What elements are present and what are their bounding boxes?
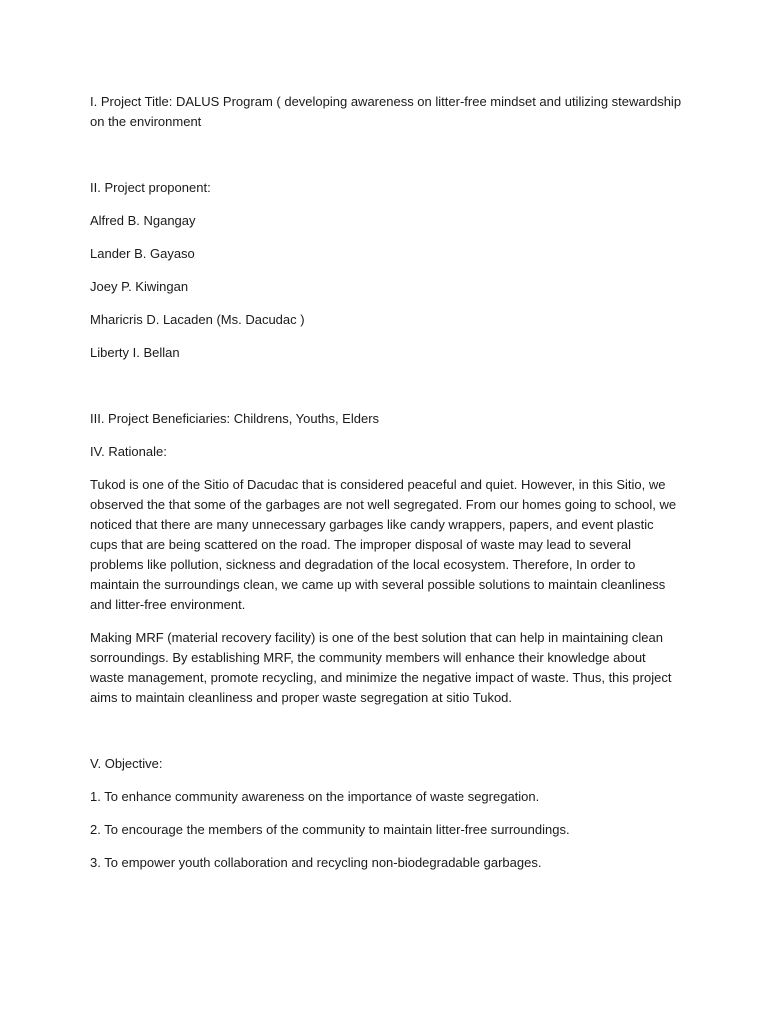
proponent-item: Alfred B. Ngangay: [90, 213, 196, 228]
beneficiaries: III. Project Beneficiaries: Childrens, Youths, Elders: [90, 411, 380, 426]
proponent-item: Lander B. Gayaso: [90, 246, 195, 261]
proponent-item: Joey P. Kiwingan: [90, 279, 189, 294]
rationale-heading: IV. Rationale:: [90, 444, 167, 459]
document-page: [90, 92, 680, 873]
proponent-heading: II. Project proponent:: [90, 180, 211, 195]
project-title-line-2: on the environment: [90, 114, 202, 129]
objective-heading: V. Objective:: [90, 756, 163, 771]
objective-item: 1. To enhance community awareness on the importance of waste segregation.: [90, 789, 540, 804]
proponent-item: Liberty I. Bellan: [90, 345, 180, 360]
project-title-line-1: I. Project Title: DALUS Program ( developing awareness on litter-free mindset and utilizing stewardship: [90, 94, 682, 109]
rationale-paragraph: Making MRF (material recovery facility) is one of the best solution that can help in maintaining clean sorroundings. By establishing MRF, the community members will enhance their knowledge about waste management, promote recycling, and minimize the negative impact of waste. Thus, this project aims to maintain cleanliness and proper waste segregation at sitio Tukod.: [90, 630, 672, 705]
rationale-paragraph: Tukod is one of the Sitio of Dacudac that is considered peaceful and quiet. However, in this Sitio, we observed the that some of the garbages are not well segregated. From our homes going to school, we noticed that there are many unnecessary garbages like candy wrappers, papers, and event plastic cups that are being scattered on the road. The improper disposal of waste may lead to several problems like pollution, sickness and degradation of the local ecosystem. Therefore, In order to maintain the surroundings clean, we came up with several possible solutions to maintain cleanliness and litter-free environment.: [90, 477, 677, 612]
objective-item: 3. To empower youth collaboration and recycling non-biodegradable garbages.: [90, 855, 542, 870]
proponent-item: Mharicris D. Lacaden (Ms. Dacudac ): [90, 312, 305, 327]
objective-list: [90, 787, 680, 873]
objective-item: 2. To encourage the members of the community to maintain litter-free surroundings.: [90, 822, 570, 837]
proponent-list: [90, 211, 680, 363]
